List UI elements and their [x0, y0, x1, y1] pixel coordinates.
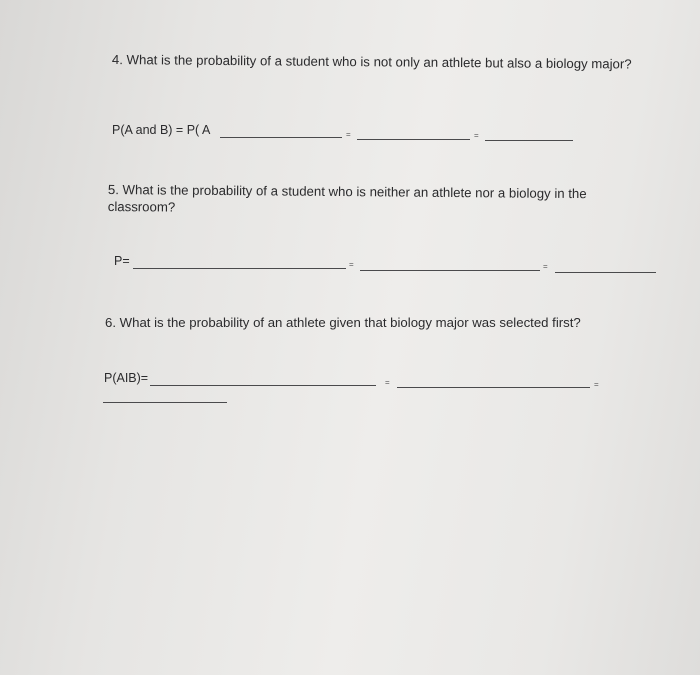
question-6-prompt: 6. What is the probability of an athlete given that biology major was selected first? [105, 315, 581, 330]
question-4-blank-3[interactable] [485, 140, 573, 141]
question-4-prompt: 4. What is the probability of a student who is not only an athlete but also a biology major? [111, 51, 632, 72]
question-4-blank-1[interactable] [220, 137, 342, 138]
question-5-equals-1: = [349, 260, 354, 269]
question-5-blank-2[interactable] [360, 270, 540, 271]
question-4-equals-1: = [346, 130, 351, 139]
question-4-equals-2: = [474, 131, 479, 140]
question-6-blank-1[interactable] [150, 385, 376, 386]
question-6-blank-3[interactable] [103, 402, 227, 403]
question-5-formula-label: P= [114, 254, 130, 268]
question-6-blank-2[interactable] [397, 387, 590, 388]
question-4-formula-label: P(A and B) = P( A [112, 123, 211, 137]
question-5-equals-2: = [543, 262, 548, 271]
question-5-prompt: 5. What is the probability of a student who is neither an athlete nor a biology in the classroom? [107, 181, 587, 215]
question-5-blank-3[interactable] [555, 272, 656, 273]
question-6-equals-2: = [594, 380, 599, 389]
question-5-blank-1[interactable] [133, 268, 346, 269]
question-4-blank-2[interactable] [357, 139, 470, 140]
question-6-equals-1: = [385, 378, 390, 387]
question-6-formula-label: P(AIB)= [104, 371, 149, 385]
